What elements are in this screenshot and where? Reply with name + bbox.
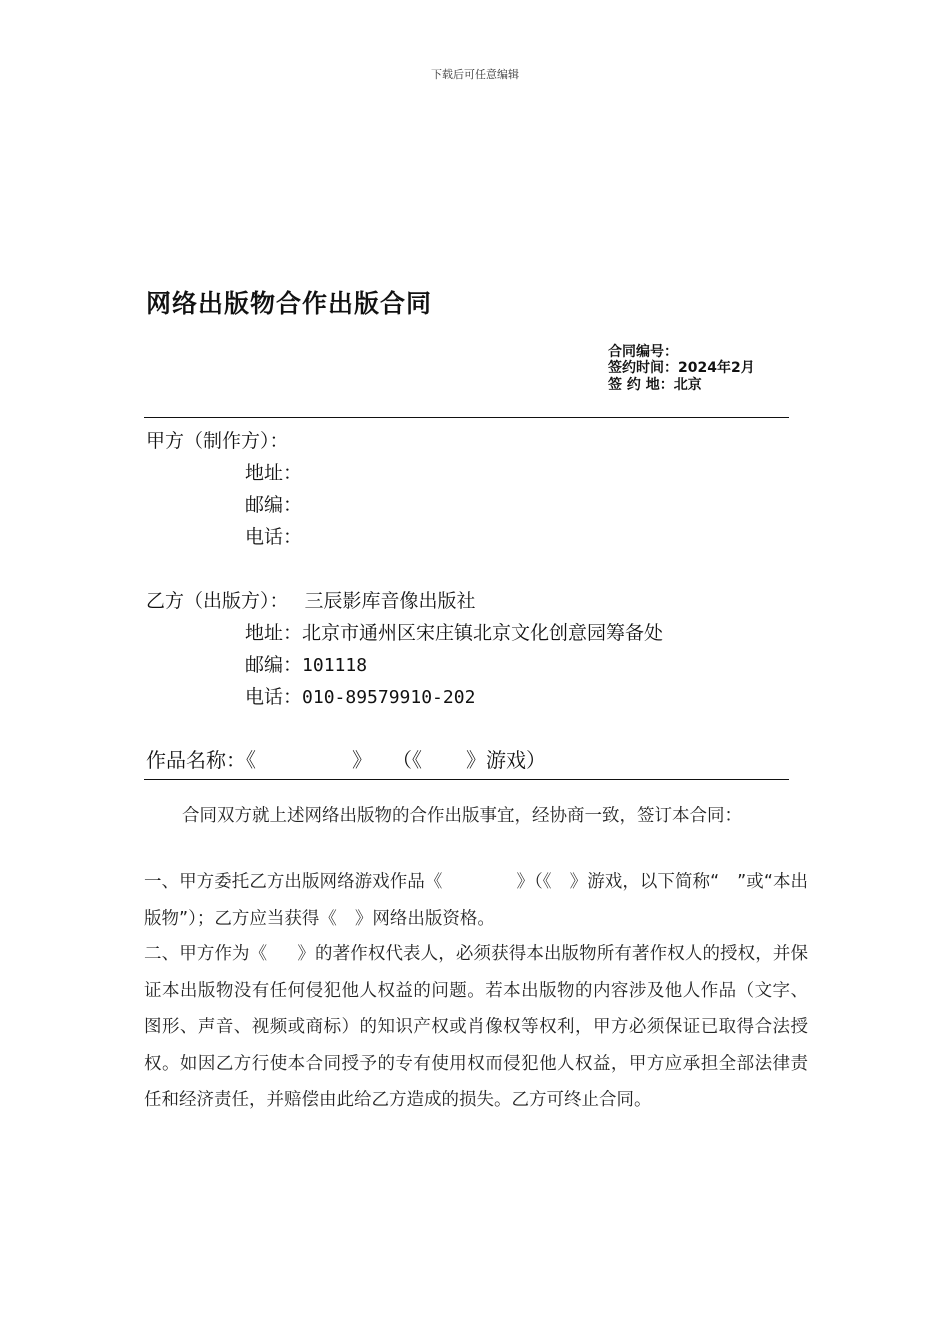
clause-2 xyxy=(144,936,808,1119)
work-name-line xyxy=(146,744,546,773)
party-b-address: 北京市通州区宋庄镇北京文化创意园筹备处 xyxy=(302,622,664,644)
party-b-line xyxy=(146,586,476,613)
work-paren-open: （《 xyxy=(392,748,422,772)
work-name-label: 作品名称： xyxy=(146,748,246,772)
party-b-label: 乙方（出版方）： xyxy=(146,590,289,612)
document-title: 网络出版物合作出版合同 xyxy=(146,289,433,318)
clause-1-part-e: 》网络出版资格。 xyxy=(354,908,495,929)
party-b-phone: 010-89579910-202 xyxy=(302,687,476,708)
clause-1 xyxy=(144,864,808,937)
work-close-bracket: 》 xyxy=(352,748,372,772)
work-paren-close: 》游戏） xyxy=(466,748,546,772)
clause-1-part-a: 一、甲方委托乙方出版网络游戏作品《 xyxy=(144,872,443,892)
clause-1-part-d: ”或“本出版物”）；乙方应当获得《 xyxy=(144,872,808,929)
party-a-address: 地址： xyxy=(245,462,303,484)
party-b-postcode: 101118 xyxy=(302,655,368,676)
clause-1-part-b: 》（《 xyxy=(516,872,552,892)
party-b-address-label: 地址： xyxy=(245,622,303,644)
clause-2-part-a: 二、甲方作为《 xyxy=(144,944,268,964)
party-a-postcode: 邮编： xyxy=(245,494,303,516)
sign-place: 签 约 地：北京 xyxy=(608,377,702,393)
top-divider xyxy=(144,417,789,418)
sign-time: 签约时间：2024年2月 xyxy=(608,360,755,376)
party-b-address-line xyxy=(245,618,663,645)
header-note: 下载后可任意编辑 xyxy=(431,68,519,81)
clause-2-part-b: 》的著作权代表人，必须获得本出版物所有著作权人的授权，并保证本出版物没有任何侵犯他人权益的问题。若本出版物的内容涉及他人作品（文字、图形、声音、视频或商标）的知识产权或肖像权等权利，甲方必须保证已取得合法授权。如因乙方行使本合同授予的专有使用权而侵犯他人权益，甲方应承担全部法律责任和经济责任，并赔偿由此给乙方造成的损失。乙方可终止合同。 xyxy=(144,944,809,1110)
party-a-phone: 电话： xyxy=(245,526,303,548)
party-b-name: 三辰影库音像出版社 xyxy=(304,590,476,612)
party-b-postcode-label: 邮编： xyxy=(245,654,303,676)
clause-1-part-c: 》游戏，以下简称“ xyxy=(569,872,720,892)
party-b-postcode-line xyxy=(245,650,367,677)
party-b-phone-line xyxy=(245,682,475,709)
intro-paragraph: 合同双方就上述网络出版物的合作出版事宜，经协商一致，签订本合同： xyxy=(182,806,742,826)
bottom-divider xyxy=(144,779,789,780)
party-a-label: 甲方（制作方）： xyxy=(146,430,289,452)
contract-number: 合同编号： xyxy=(608,344,678,360)
party-b-phone-label: 电话： xyxy=(245,686,303,708)
work-open-bracket: 《 xyxy=(246,748,256,772)
